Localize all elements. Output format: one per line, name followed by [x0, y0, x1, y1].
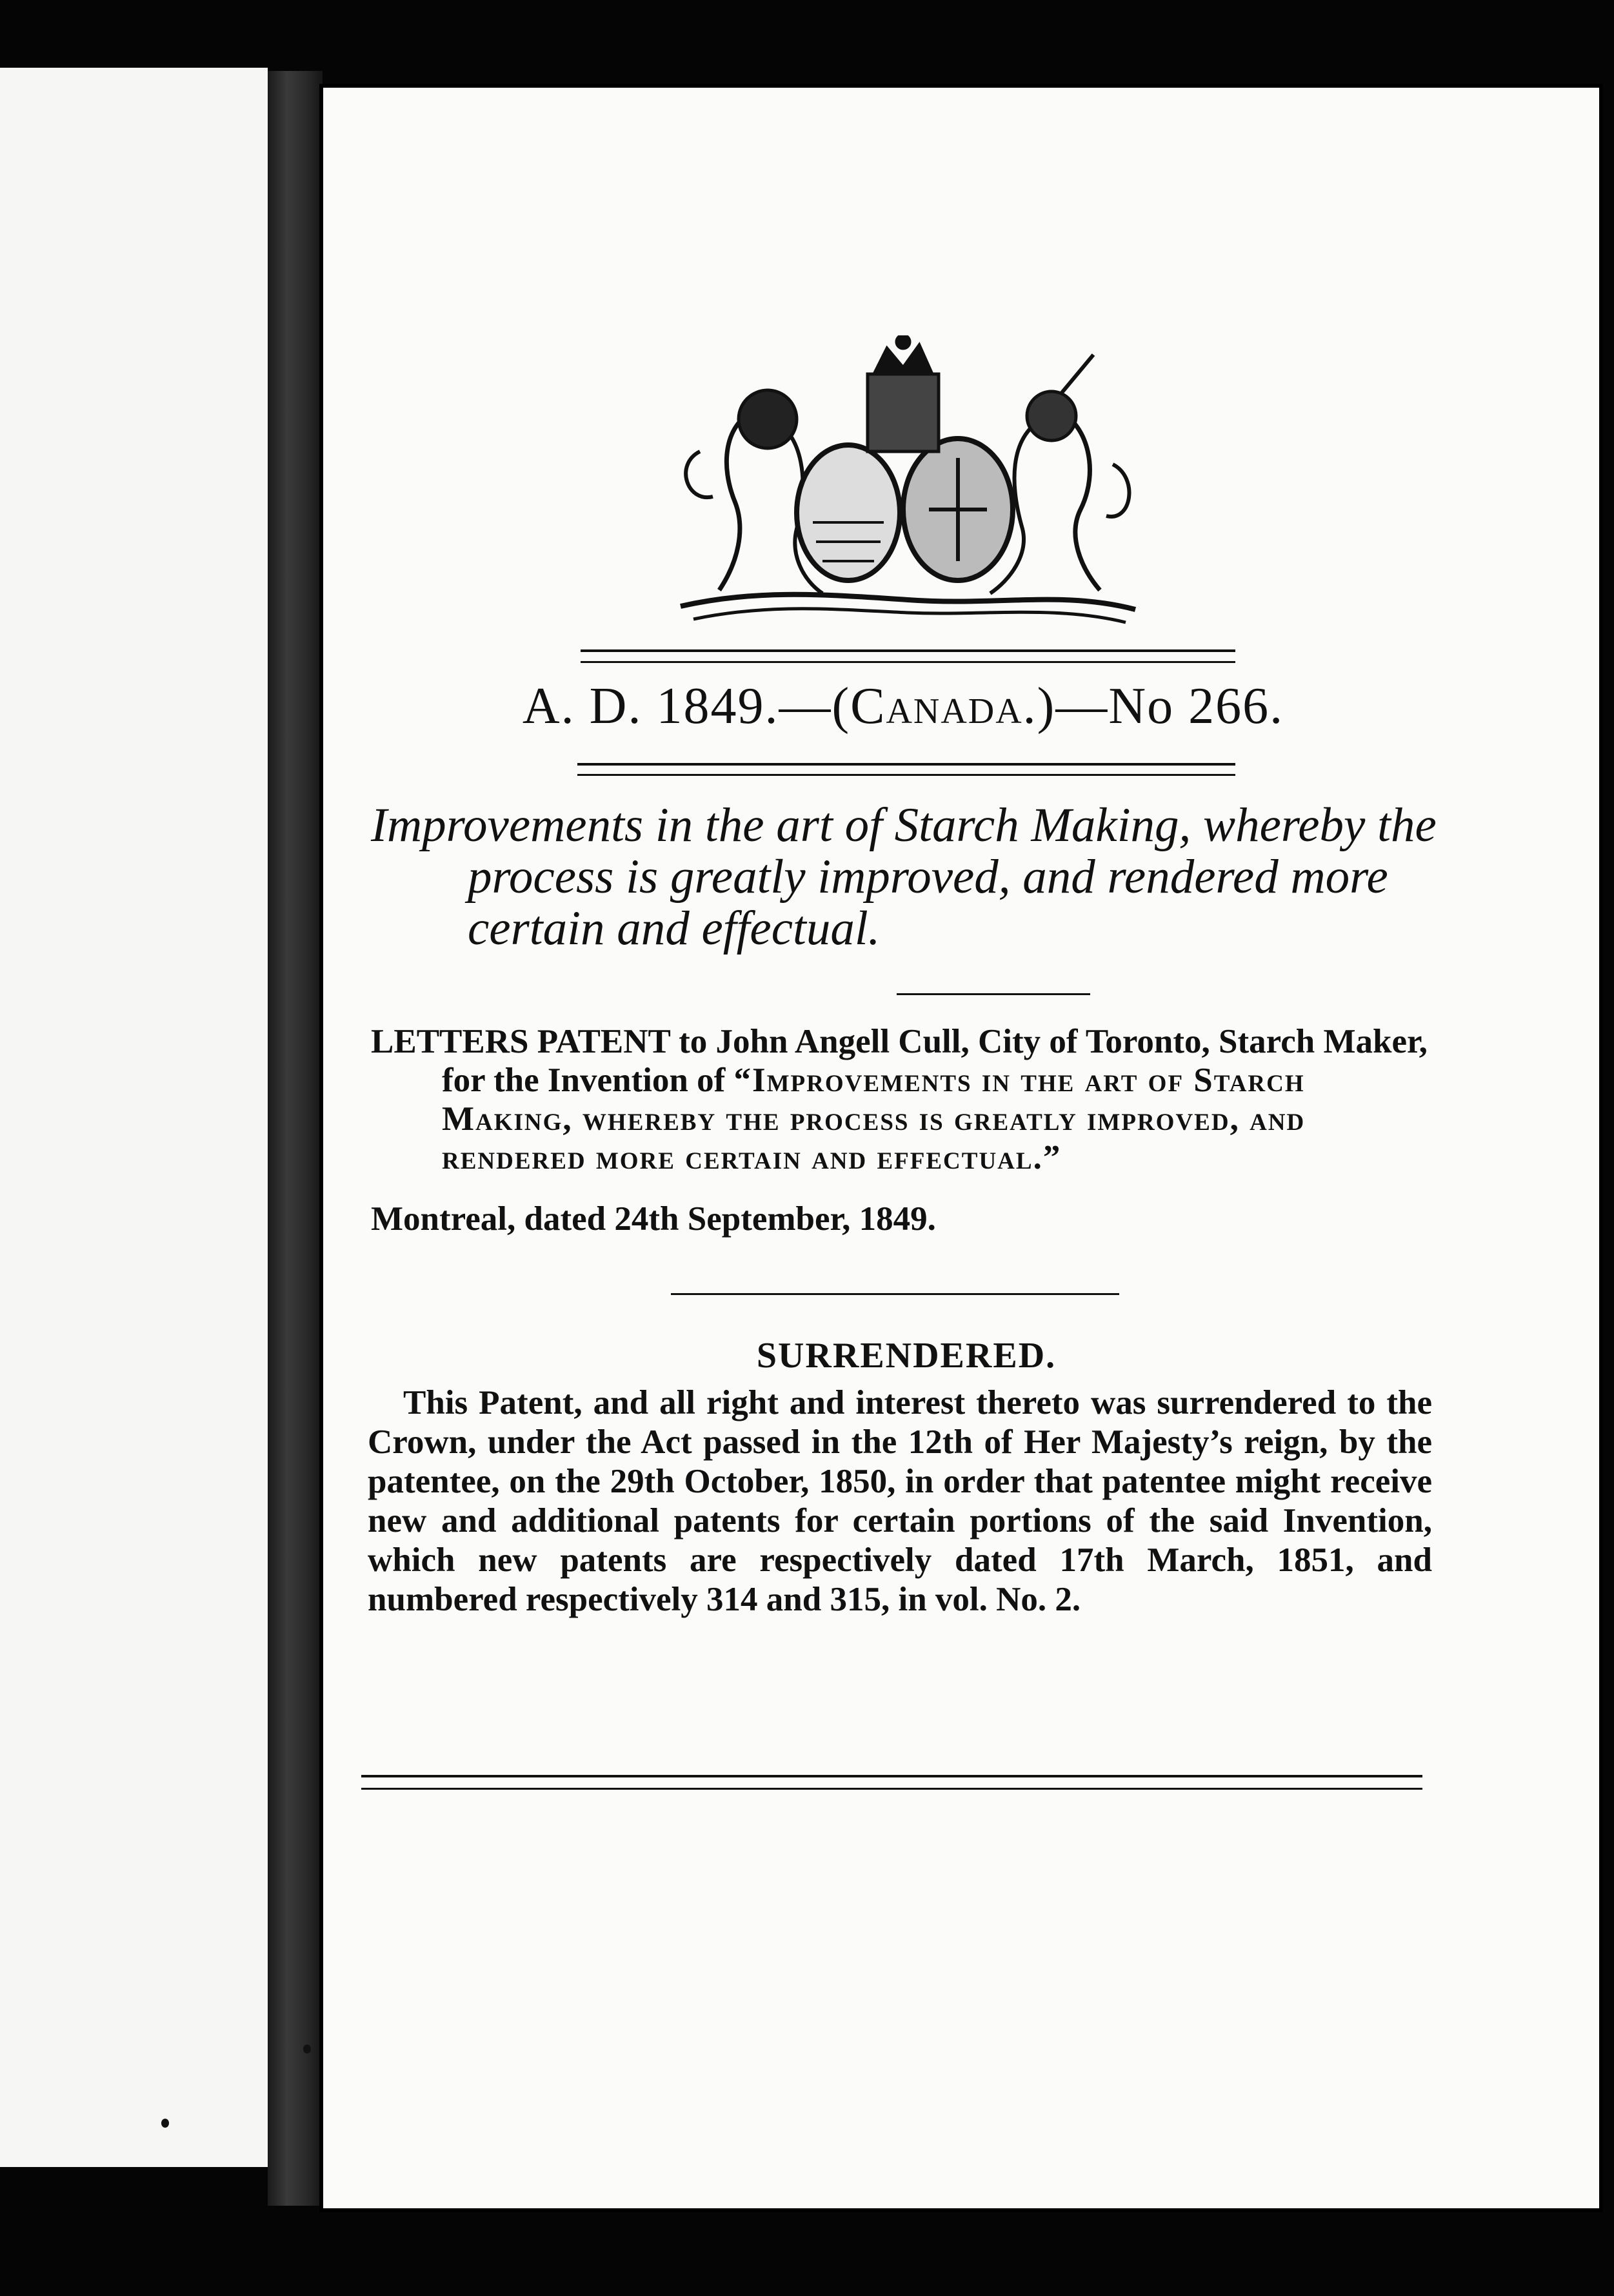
header-year: A. D. 1849.—: [522, 678, 832, 735]
invention-name: “Improvements in the art of Starch Making, whereby the process is greatly improved, and rendered more certain and effectual.”: [442, 1062, 1306, 1176]
double-rule-bottom: [577, 763, 1235, 766]
letters-patent-text: to John Angell Cull, City of Toronto, Starch Maker, for the Invention of: [442, 1023, 1428, 1099]
header-country: (Canada.): [832, 678, 1056, 735]
patent-title: [371, 800, 1442, 955]
double-rule-top: [581, 649, 1235, 652]
double-rule-bottom: [577, 774, 1235, 776]
closing-rule: [361, 1775, 1422, 1777]
surrendered-paragraph: This Patent, and all right and interest thereto was surrendered to the Crown, under the Act passed in the 12th of Her Majesty’s reign, by the patentee, on the 29th October, 1850, in order that patentee might receive new and additional patents for certain portions of the said Invention, which new patents are respectively dated 17th March, 1851, and numbered respectively 314 and 315, in vol. No. 2.: [368, 1384, 1432, 1618]
page-gutter: [268, 71, 323, 2206]
section-divider: [897, 993, 1090, 995]
ink-dot: [161, 2119, 169, 2128]
left-page: [0, 68, 268, 2167]
title-continuation: the process is greatly improved, and rendered more certain and effectual.: [468, 798, 1437, 955]
section-divider: [671, 1293, 1119, 1295]
dated-line: Montreal, dated 24th September, 1849.: [371, 1200, 936, 1238]
title-first-line: Improvements in the art of Starch Making, whereby: [371, 798, 1366, 852]
ink-dot: [303, 2044, 311, 2054]
header-number: —No 266.: [1055, 678, 1284, 735]
letters-patent-label: LETTERS PATENT: [371, 1023, 670, 1060]
closing-rule: [361, 1788, 1422, 1790]
letters-patent-paragraph: [371, 1022, 1442, 1177]
coat-of-arms-emblem: [674, 335, 1142, 632]
surrendered-heading: SURRENDERED.: [756, 1336, 1057, 1376]
double-rule-top: [581, 661, 1235, 663]
patent-header: [516, 677, 1290, 736]
